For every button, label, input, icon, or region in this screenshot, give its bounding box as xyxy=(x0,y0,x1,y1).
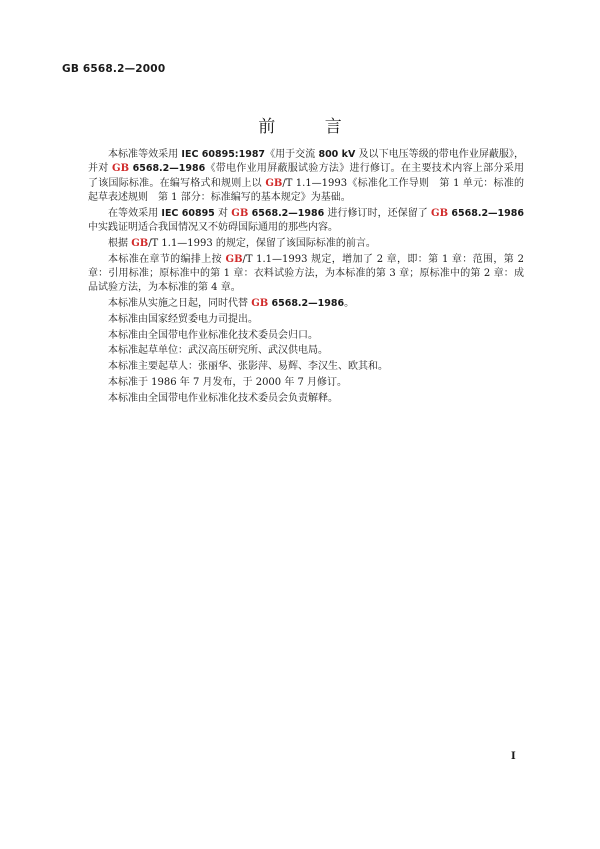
paragraph-text: 本标准由国家经贸委电力司提出。 xyxy=(108,313,258,325)
foreword-paragraph xyxy=(88,253,524,296)
standard-code: IEC 60895:1987 xyxy=(181,149,266,160)
paragraph-text: 本标准起草单位：武汉高压研究所、武汉供电局。 xyxy=(108,345,328,357)
paragraph-text: 根据 xyxy=(108,237,132,249)
paragraph-text: /T 1.1—1993《标准化工作导则 第 1 单元：标准的起草表述规则 第 1 部分：标准编写的基本规定》为基础。 xyxy=(88,177,524,203)
paragraph-text: 本标准从实施之日起，同时代替 xyxy=(108,297,252,309)
foreword-paragraph xyxy=(88,148,524,205)
page-title: 前 言 xyxy=(258,117,364,137)
highlighted-term: GB xyxy=(431,207,449,219)
paragraph-text: 对 xyxy=(214,207,232,219)
highlighted-term: GB xyxy=(131,237,149,249)
foreword-body xyxy=(88,148,524,408)
foreword-paragraph xyxy=(88,297,524,311)
paragraph-text: /T 1.1—1993 的规定，保留了该国际标准的前言。 xyxy=(148,237,376,249)
foreword-paragraph xyxy=(88,329,524,343)
highlighted-term: GB xyxy=(231,207,249,219)
page-number: Ⅰ xyxy=(511,751,516,762)
foreword-paragraph xyxy=(88,360,524,374)
highlighted-term: GB xyxy=(251,297,269,309)
paragraph-text: 在等效采用 xyxy=(108,207,162,219)
foreword-paragraph xyxy=(88,392,524,406)
standard-code: 6568.2—1986 xyxy=(129,163,206,175)
standard-code: IEC 60895 xyxy=(161,207,215,219)
paragraph-text: 中实践证明适合我国情况又不妨碍国际通用的那些内容。 xyxy=(88,221,338,233)
foreword-paragraph xyxy=(88,207,524,236)
foreword-paragraph xyxy=(88,344,524,358)
paragraph-text: 进行修订时，还保留了 xyxy=(324,207,432,219)
foreword-paragraph xyxy=(88,376,524,390)
standard-code: 6568.2—1986 xyxy=(448,207,524,219)
paragraph-text: 《用于交流 xyxy=(265,149,319,160)
paragraph-text: 本标准等效采用 xyxy=(108,149,182,160)
foreword-paragraph xyxy=(88,237,524,251)
standard-code: 6568.2—1986 xyxy=(248,207,325,219)
foreword-paragraph xyxy=(88,313,524,327)
paragraph-text: 。 xyxy=(344,297,355,309)
standard-code: 800 kV xyxy=(318,149,356,160)
highlighted-term: GB xyxy=(225,253,243,265)
paragraph-text: 本标准于 1986 年 7 月发布，于 2000 年 7 月修订。 xyxy=(108,376,348,388)
document-code: GB 6568.2—2000 xyxy=(62,63,166,75)
paragraph-text: 及以下电压等级的带电作业屏蔽服》，并对 xyxy=(88,149,524,175)
paragraph-text: 本标准由全国带电作业标准化技术委员会负责解释。 xyxy=(108,392,338,404)
paragraph-text: /T 1.1—1993 规定，增加了 2 章，即：第 1 章：范围，第 2 章：引用标准；原标准中的第 1 章：衣料试验方法，为本标准的第 3 章；原标准中的第 2 章：成品试验方法，为本标准的第 4 章。 xyxy=(88,253,524,294)
paragraph-text: 本标准由全国带电作业标准化技术委员会归口。 xyxy=(108,329,318,341)
standard-code: 6568.2—1986 xyxy=(268,297,345,309)
paragraph-text: 本标准在章节的编排上按 xyxy=(108,253,226,265)
paragraph-text: 本标准主要起草人：张丽华、张影萍、易辉、李汉生、欧其和。 xyxy=(108,361,388,373)
highlighted-term: GB xyxy=(112,163,130,175)
paragraph-text: 《带电作业用屏蔽服试验方法》进行修订。在主要技术内容上部分采用了该国际标准。在编写格式和规则上以 xyxy=(88,163,524,189)
highlighted-term: GB xyxy=(265,177,283,189)
